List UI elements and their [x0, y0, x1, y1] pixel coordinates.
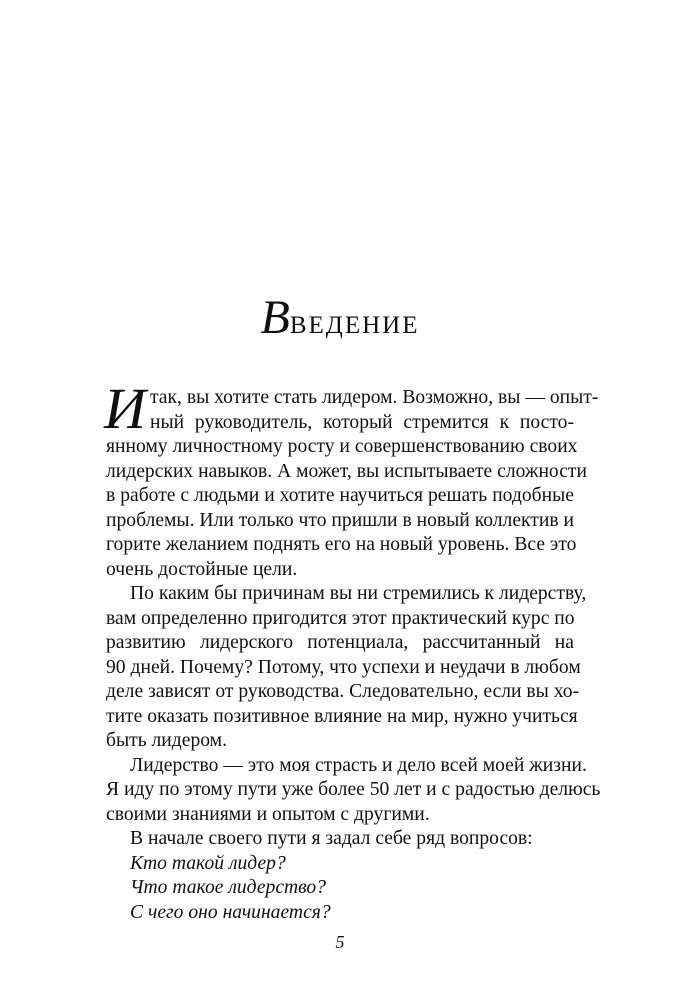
body-line: Я иду по этому пути уже более 50 лет и с радостью делюсь — [106, 779, 601, 800]
body-line: развитию лидерского потенциала, рассчитанный на — [106, 632, 574, 653]
body-line: горите желанием поднять его на новый уровень. Все это — [106, 534, 577, 555]
body-line: ный руководитель, который стремится к посто- — [150, 411, 574, 433]
body-line: По каким бы причинам вы ни стремились к лидерству, — [130, 583, 587, 604]
body-line: деле зависят от руководства. Следовательно, если вы хо- — [106, 681, 580, 702]
body-line: янному личностному росту и совершенствованию своих — [106, 436, 578, 457]
chapter-title-rest: ведение — [289, 301, 420, 341]
chapter-title-initial: В — [260, 291, 290, 344]
body-line: так, вы хотите стать лидером. Возможно, вы — опыт- — [150, 387, 599, 408]
body-line: проблемы. Или только что пришли в новый коллектив и — [106, 509, 574, 531]
body-line: Лидерство — это моя страсть и дело всей моей жизни. — [130, 754, 587, 776]
body-line: в работе с людьми и хотите научиться решать подобные — [106, 485, 574, 506]
body-line: С чего оно начинается? — [130, 901, 331, 923]
body-line: В начале своего пути я задал себе ряд вопросов: — [130, 828, 533, 849]
drop-cap: И — [104, 376, 146, 441]
body-line: быть лидером. — [106, 730, 227, 751]
chapter-title — [0, 291, 680, 344]
body-line: очень достойные цели. — [106, 558, 298, 580]
body-line: своими знаниями и опытом с другими. — [106, 803, 430, 825]
body-line: лидерских навыков. А может, вы испытываете сложности — [106, 460, 587, 482]
page-number: 5 — [335, 932, 345, 952]
body-line: Кто такой лидер? — [130, 852, 286, 874]
body-line: тите оказать позитивное влияние на мир, нужно учиться — [106, 705, 578, 727]
body-line: 90 дней. Почему? Потому, что успехи и неудачи в любом — [106, 656, 581, 678]
body-line: вам определенно пригодится этот практический курс по — [106, 607, 575, 629]
body-line: Что такое лидерство? — [130, 877, 327, 898]
chapter-body-text — [104, 376, 601, 925]
